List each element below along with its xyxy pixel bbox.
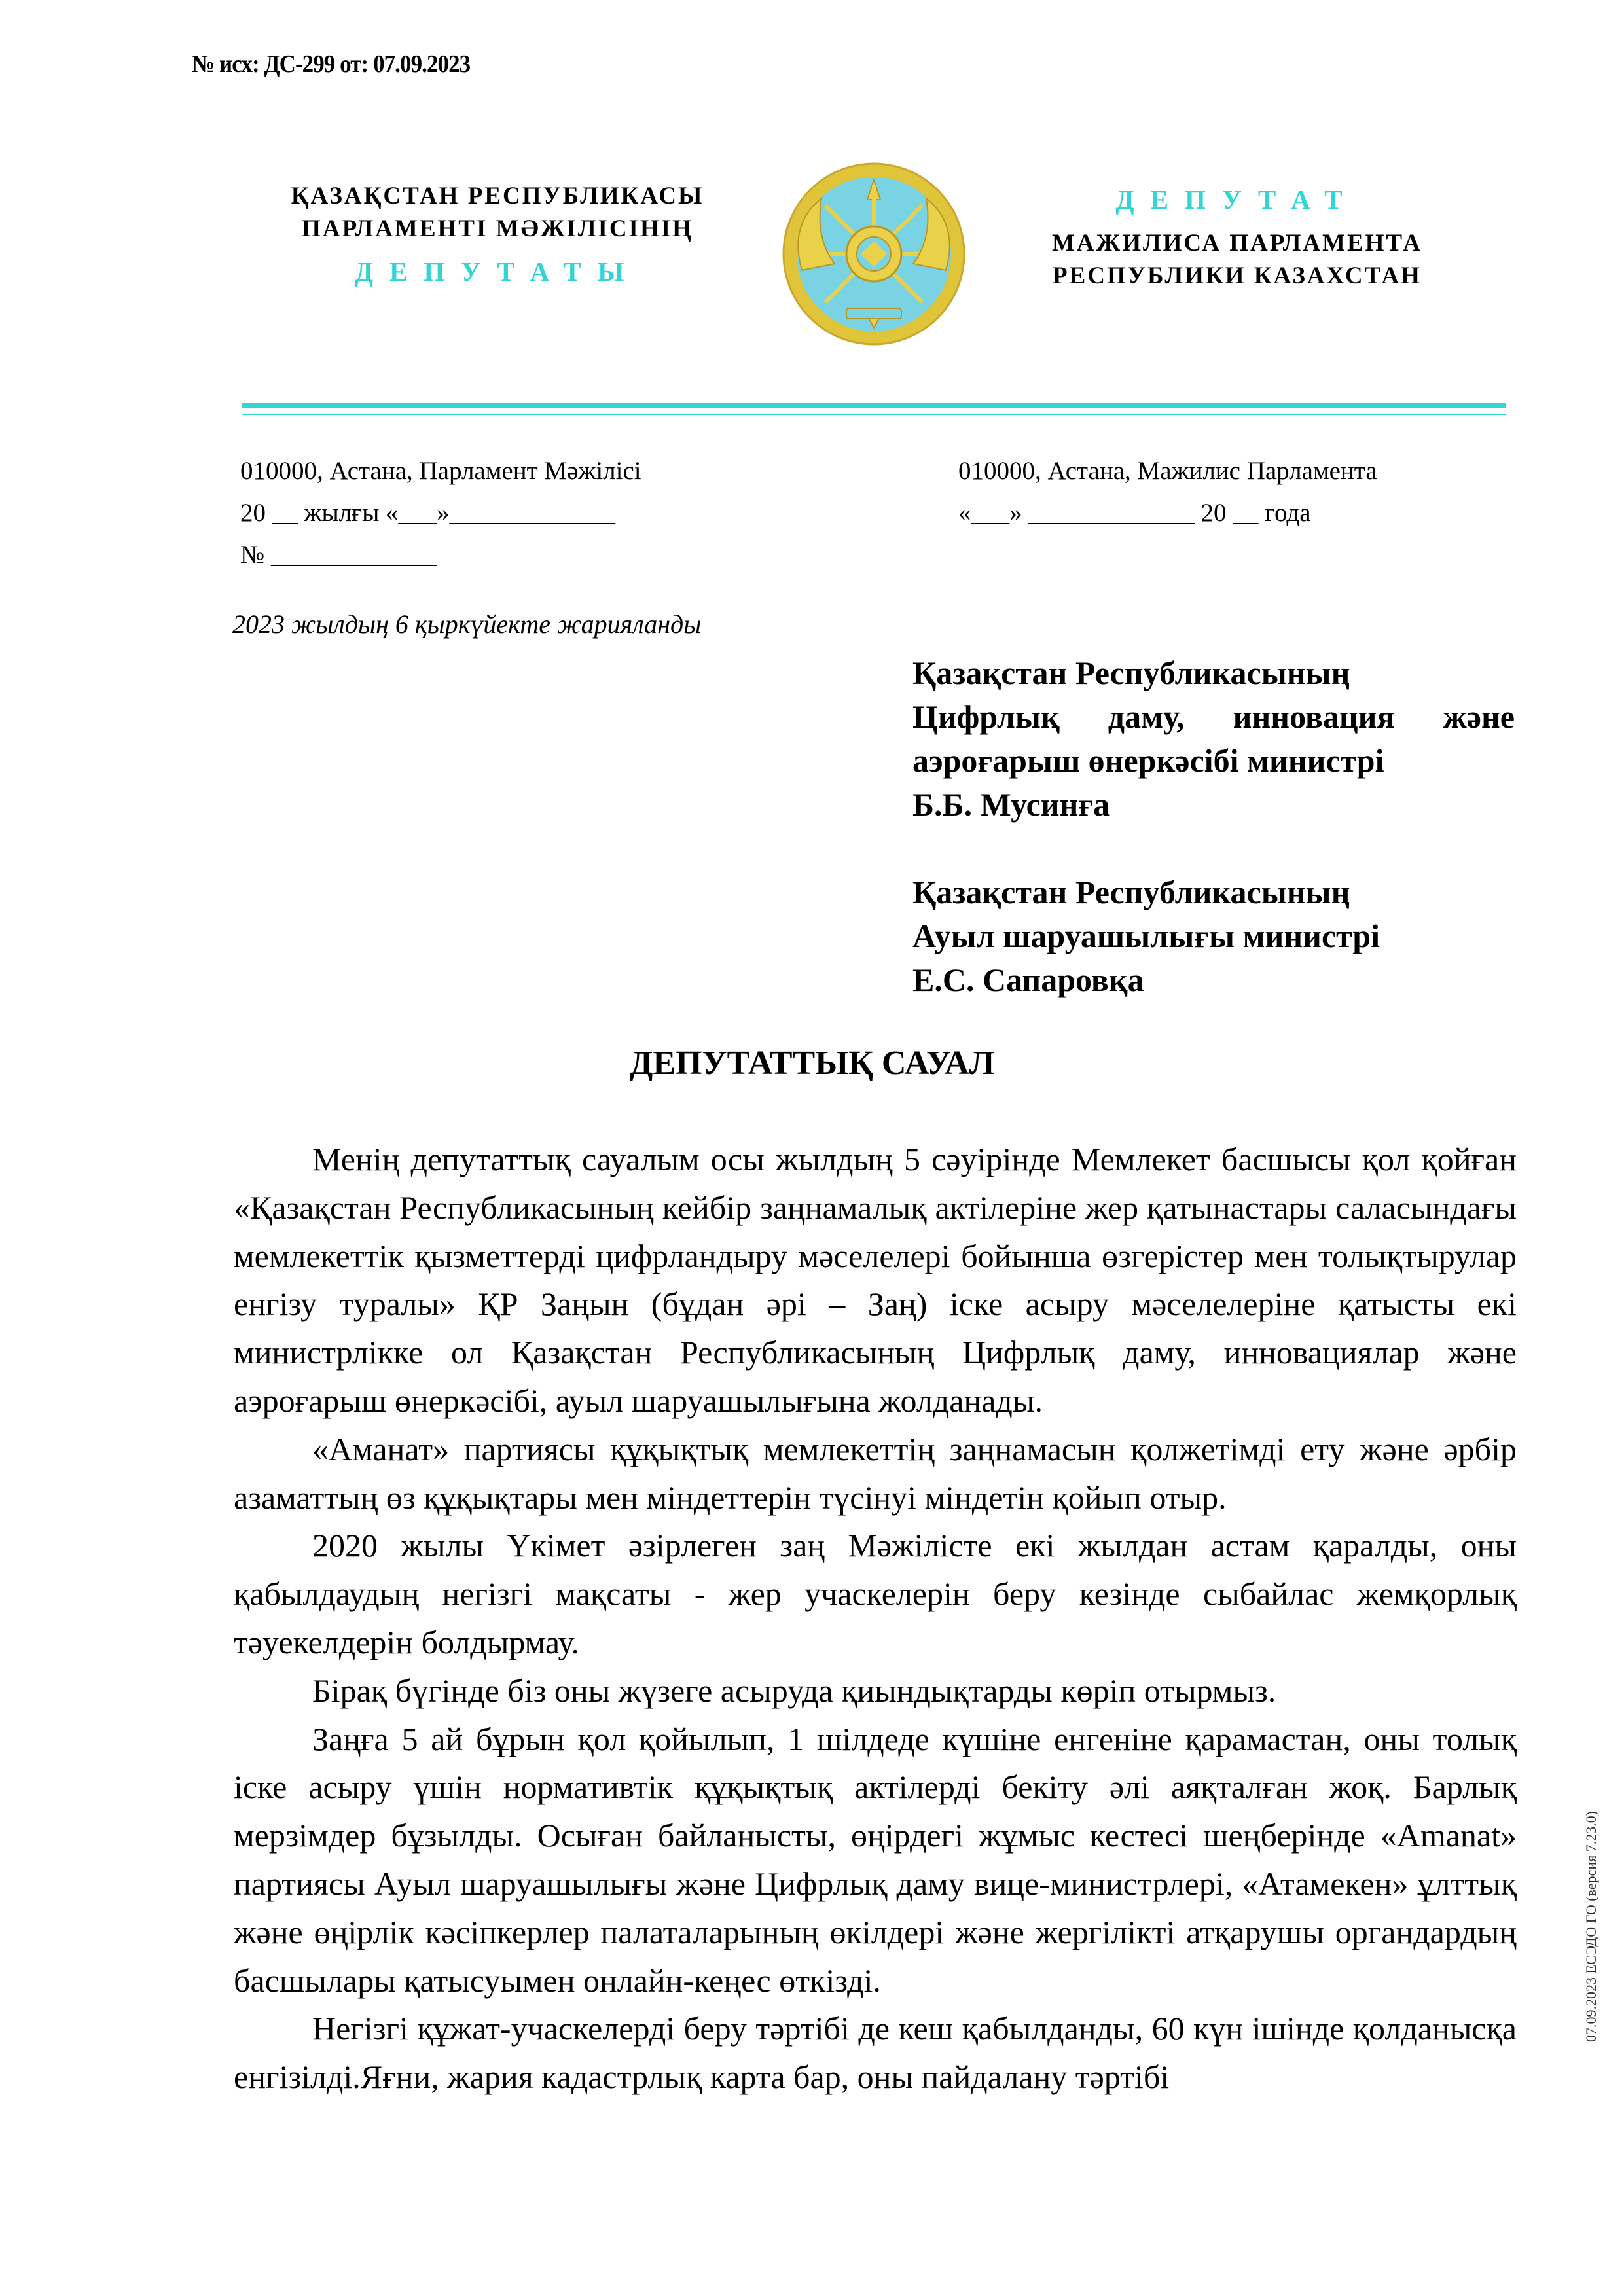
address-kz-line2: 20 __ жылғы «___»_____________ <box>240 499 616 527</box>
addressee-agriculture-minister <box>912 870 1515 1002</box>
addressee-line: Қазақстан Республикасының <box>912 655 1350 691</box>
addressee-digital-minister <box>912 651 1515 827</box>
kazakhstan-state-emblem-icon <box>776 159 972 349</box>
address-kz-line3: № _____________ <box>240 541 437 569</box>
header-kz-line1: ҚАЗАҚСТАН РЕСПУБЛИКАСЫ <box>291 183 704 209</box>
outgoing-reference-number: № исх: ДС-299 от: 07.09.2023 <box>192 50 471 78</box>
edms-side-stamp: 07.09.2023 ЕСЭДО ГО (версия 7.23.0) <box>1583 1810 1599 2042</box>
header-divider <box>242 403 1506 408</box>
published-note: 2023 жылдың 6 қыркүйекте жарияланды <box>232 609 702 639</box>
addressee-line: аэроғарыш өнеркәсібі министрі <box>912 742 1384 779</box>
address-ru-line1: 010000, Астана, Мажилис Парламента <box>958 457 1377 485</box>
addressee-line: Е.С. Сапаровқа <box>912 961 1144 998</box>
address-russian <box>958 450 1377 534</box>
body-paragraph: Менің депутаттық сауалым осы жылдың 5 сәуірінде Мемлекет басшысы қол қойған «Қазақстан Республикасының кейбір заңнамалық актілеріне жер қатынастары саласындағы мемлекеттік қызметтерді цифрландыру мәселелері бойынша өзгерістер мен толықтырулар енгізу туралы» ҚР Заңын (бұдан әрі – Заң) іске асыру мәселелеріне қатысты екі министрлікке ол Қазақстан Республикасының Цифрлық даму, инновациялар және аэроғарыш өнеркәсібі, ауыл шаруашылығына жолданады. <box>234 1141 1517 1419</box>
addressee-line: Б.Б. Мусинға <box>912 786 1110 823</box>
body-paragraph: 2020 жылы Үкімет әзірлеген заң Мәжілісте екі жылдан астам қаралды, оны қабылдаудың негізгі мақсаты - жер учаскелерін беру кезінде сыбайлас жемқорлық тәуекелдерін болдырмау. <box>234 1527 1517 1660</box>
header-russian-block <box>1008 180 1466 293</box>
address-ru-line2: «___» _____________ 20 __ года <box>958 499 1311 527</box>
header-divider-thin <box>242 414 1506 415</box>
body-paragraph: Заңға 5 ай бұрын қол қойылып, 1 шілдеде күшіне енгеніне қарамастан, оны толық іске асыру үшін нормативтік құқықтық актілерді бекіту әлі аяқталған жоқ. Барлық мерзімдер бұзылды. Осыған байланысты, өңірдегі жұмыс кестесі шеңберінде «Amanat» партиясы Ауыл шаруашылығы және Цифрлық даму вице-министрлері, «Атамекен» ұлттық және өңірлік кәсіпкерлер палаталарының өкілдері және жергілікті атқарушы органдардың басшылары қатысуымен онлайн-кеңес өткізді. <box>234 1720 1517 1999</box>
header-kz-deputy: ДЕПУТАТЫ <box>354 257 641 287</box>
addressee-line: Цифрлық даму, инновация және <box>912 698 1515 735</box>
header-kz-line2: ПАРЛАМЕНТІ МӘЖІЛІСІНІҢ <box>302 215 693 242</box>
header-kazakh-block <box>249 180 746 291</box>
body-paragraph: Негізгі құжат-учаскелерді беру тәртібі де кеш қабылданды, 60 күн ішінде қолданысқа енгізілді.Яғни, жария кадастрлық карта бар, оны пайдалану тәртібі <box>234 2010 1517 2096</box>
header-ru-deputy: ДЕПУТАТ <box>1115 185 1359 215</box>
header-ru-line2: РЕСПУБЛИКИ КАЗАХСТАН <box>1053 262 1422 289</box>
address-kazakh <box>240 450 641 576</box>
body-paragraph: «Аманат» партиясы құқықтық мемлекеттің заңнамасын қолжетімді ету және әрбір азаматтың өз құқықтары мен міндеттерін түсінуі міндетін қойып отыр. <box>234 1430 1517 1516</box>
header-ru-line1: МАЖИЛИСА ПАРЛАМЕНТА <box>1052 230 1422 257</box>
addressee-line: Ауыл шаруашылығы министрі <box>912 918 1380 954</box>
addressee-line: Қазақстан Республикасының <box>912 874 1350 910</box>
document-body <box>234 1136 1517 2102</box>
address-kz-line1: 010000, Астана, Парламент Мәжілісі <box>240 457 641 485</box>
document-title: ДЕПУТАТТЫҚ САУАЛ <box>629 1045 995 1082</box>
body-paragraph: Бірақ бүгінде біз оны жүзеге асыруда қиындықтарды көріп отырмыз. <box>312 1672 1276 1709</box>
